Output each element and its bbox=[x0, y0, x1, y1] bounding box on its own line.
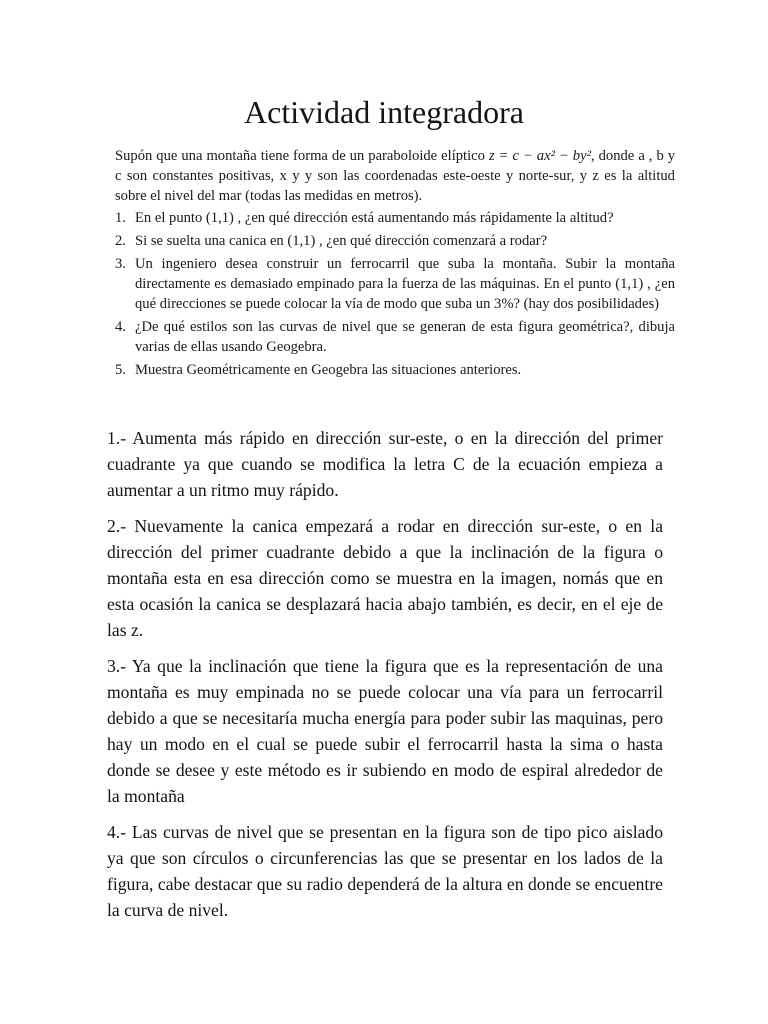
question-list bbox=[115, 208, 675, 380]
problem-intro bbox=[115, 146, 675, 206]
answer-paragraph: 4.- Las curvas de nivel que se presentan en la figura son de tipo pico aislado ya que son círculos o circunferencias las que se presentar en los lados de la figura, cabe destacar que su radio dependerá de la altura en donde se encuentre la curva de nivel. bbox=[107, 822, 663, 920]
question-item bbox=[115, 360, 675, 380]
question-text: Un ingeniero desea construir un ferrocarril que suba la montaña. Subir la montaña directamente es demasiado empinado para la fuerza de las máquinas. En el punto (1,1) , ¿en qué direcciones se puede colocar la vía de modo que suba un 3%? (hay dos posibilidades) bbox=[135, 256, 675, 312]
question-number: 4. bbox=[115, 319, 126, 335]
answer-paragraph: 2.- Nuevamente la canica empezará a rodar en dirección sur-este, o en la dirección del primer cuadrante debido a que la inclinación de la figura o montaña esta en esa dirección como se muestra en la imagen, nomás que en esta ocasión la canica se desplazará hacia abajo también, es decir, en el eje de las z. bbox=[107, 516, 663, 640]
answers-section bbox=[107, 425, 663, 933]
question-item bbox=[115, 231, 675, 251]
question-number: 3. bbox=[115, 256, 126, 272]
intro-text-1: Supón que una montaña tiene forma de un paraboloide elíptico bbox=[115, 148, 485, 164]
answer-paragraph: 3.- Ya que la inclinación que tiene la figura que es la representación de una montaña es muy empinada no se puede colocar una vía para un ferrocarril debido a que se necesitaría mucha energía para poder subir las maquinas, pero hay un modo en el cual se puede subir el ferrocarril hasta la sima o hasta donde se desee y este método es ir subiendo en modo de espiral alrededor de la montaña bbox=[107, 656, 663, 806]
question-number: 2. bbox=[115, 233, 126, 249]
question-number: 1. bbox=[115, 210, 126, 226]
question-item bbox=[115, 254, 675, 314]
paraboloid-formula: z = c − ax² − by² bbox=[488, 148, 591, 164]
question-text: ¿De qué estilos son las curvas de nivel que se generan de esta figura geométrica?, dibuja varias de ellas usando Geogebra. bbox=[135, 319, 675, 355]
question-item bbox=[115, 208, 675, 228]
intro-text-2: , donde bbox=[590, 148, 635, 164]
document-title: Actividad integradora bbox=[244, 94, 524, 130]
intro-text-4: z es la altitud sobre el nivel del mar (todas las medidas en metros). bbox=[115, 168, 675, 204]
question-number: 5. bbox=[115, 362, 126, 378]
problem-statement bbox=[115, 146, 675, 383]
question-text: Muestra Geométricamente en Geogebra las situaciones anteriores. bbox=[135, 362, 522, 378]
question-text: En el punto (1,1) , ¿en qué dirección está aumentando más rápidamente la altitud? bbox=[135, 210, 614, 226]
answer-paragraph: 1.- Aumenta más rápido en dirección sur-este, o en la dirección del primer cuadrante ya que cuando se modifica la letra C de la ecuación empieza a aumentar a un ritmo muy rápido. bbox=[107, 428, 663, 500]
intro-text-3: a , b y c son constantes positivas, x y y son las coordenadas este-oeste y norte-sur, y bbox=[115, 148, 676, 184]
question-item bbox=[115, 317, 675, 357]
question-text: Si se suelta una canica en (1,1) , ¿en qué dirección comenzará a rodar? bbox=[135, 233, 548, 249]
